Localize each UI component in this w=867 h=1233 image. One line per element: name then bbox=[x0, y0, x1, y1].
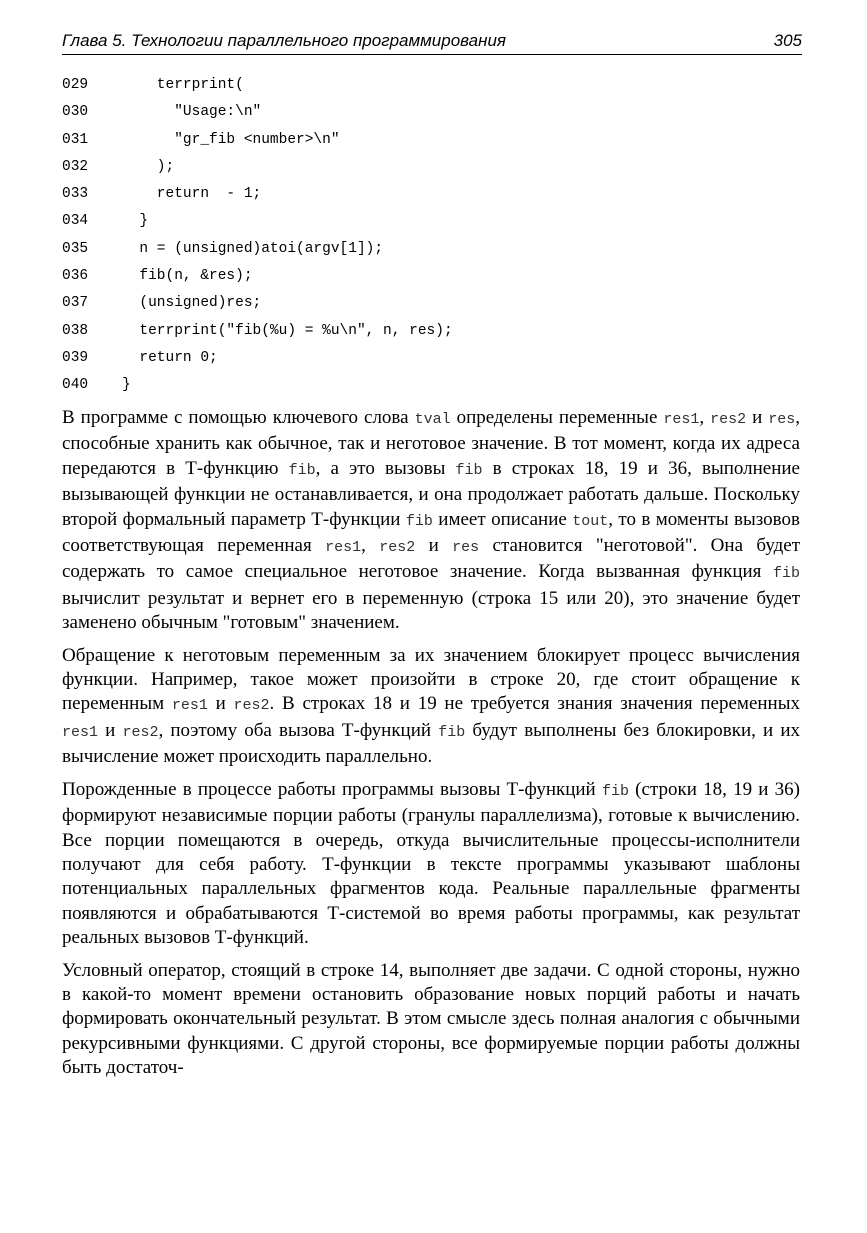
running-header bbox=[62, 30, 802, 55]
text-run: и bbox=[98, 719, 123, 741]
code-text: } bbox=[122, 377, 131, 394]
code-line bbox=[62, 372, 802, 399]
inline-code: fib bbox=[405, 512, 433, 530]
inline-code: res bbox=[768, 411, 796, 428]
inline-code: res1 bbox=[325, 539, 362, 557]
code-text: terrprint( bbox=[122, 77, 244, 93]
code-line bbox=[62, 290, 802, 317]
inline-code: fib bbox=[288, 461, 316, 479]
text-run: Условный оператор, стоящий в строке 14, выполняет две задачи. С одной стороны, нужно в какой-то момент времени остановить образование новых порций работы и начать формировать окончательный результат. В этом смысле здесь полная аналогия с обычными рекурсивными функциями. С другой стороны, все формируемые порции работы должны быть достаточ- bbox=[62, 959, 800, 1079]
text-run: и bbox=[207, 693, 234, 715]
line-number: 034 bbox=[62, 213, 89, 230]
inline-code: tval bbox=[414, 411, 451, 428]
inline-code: fib bbox=[455, 461, 483, 479]
text-run: , поэтому оба вызова Т-функций bbox=[158, 719, 439, 741]
text-run: , то в моменты вызовов соответствующая переменная bbox=[62, 508, 800, 557]
text-run: Обращение к неготовым переменным за их значением блокирует процесс вычисления функции. Например, такое может произойти в строке 20, где стоит обращение к переменным bbox=[62, 644, 800, 715]
code-line bbox=[62, 263, 802, 290]
inline-code: res2 bbox=[710, 411, 747, 428]
code-text: return - 1; bbox=[122, 186, 262, 203]
inline-code: tout bbox=[572, 512, 609, 530]
text-run: , bbox=[699, 407, 711, 428]
line-number: 036 bbox=[62, 268, 89, 285]
code-line bbox=[62, 236, 802, 263]
paragraph bbox=[62, 644, 800, 770]
body-text bbox=[62, 406, 800, 1089]
inline-code: fib bbox=[438, 723, 466, 741]
line-number: 030 bbox=[62, 104, 89, 121]
inline-code: fib bbox=[601, 782, 629, 800]
paragraph bbox=[62, 406, 800, 636]
code-line bbox=[62, 127, 802, 154]
text-run: вычислит результат и вернет его в переменную (строка 15 или 20), это значение будет заменено обычным "готовым" значением. bbox=[62, 587, 800, 634]
code-text: "Usage:\n" bbox=[122, 104, 262, 121]
line-number: 037 bbox=[62, 295, 89, 312]
code-text: (unsigned)res; bbox=[122, 295, 262, 312]
code-line bbox=[62, 154, 802, 181]
paragraph bbox=[62, 778, 800, 951]
chapter-title: Глава 5. Технологии параллельного программирования bbox=[62, 31, 507, 50]
code-text: n = (unsigned)atoi(argv[1]); bbox=[122, 240, 384, 257]
inline-code: fib bbox=[772, 565, 800, 583]
text-run: (строки 18, 19 и 36) формируют независимые порции работы (гранулы параллелизма), готовые к вычислению. Все порции помещаются в очередь, откуда вычислительные процессы-исполнители получают для себя работу. Т-функции в тексте программы указывают шаблоны потенциальных параллельных фрагментов кода. Реальные параллельные фрагменты появляются и обрабатываются Т-системой во время работы программы, как результат реальных вызовов Т-функций. bbox=[62, 778, 800, 949]
code-text: "gr_fib <number>\n" bbox=[122, 131, 340, 148]
line-number: 040 bbox=[62, 377, 89, 394]
code-text: ); bbox=[122, 158, 175, 175]
inline-code: res1 bbox=[171, 697, 208, 715]
text-run: имеет описание bbox=[432, 508, 573, 530]
text-run: В программе с помощью ключевого слова bbox=[62, 407, 415, 428]
inline-code: res2 bbox=[233, 697, 270, 715]
inline-code: res2 bbox=[122, 723, 159, 741]
line-number: 035 bbox=[62, 240, 89, 257]
line-number: 033 bbox=[62, 186, 89, 203]
inline-code: res2 bbox=[379, 539, 416, 557]
line-number: 032 bbox=[62, 158, 89, 175]
paragraph bbox=[62, 959, 800, 1081]
text-run: Порожденные в процессе работы программы вызовы Т-функций bbox=[62, 778, 602, 800]
text-run: и bbox=[746, 407, 769, 428]
code-listing bbox=[62, 72, 802, 400]
code-line bbox=[62, 345, 802, 372]
code-text: } bbox=[122, 213, 149, 230]
line-number: 029 bbox=[62, 77, 89, 93]
text-run: становится "неготовой". Она будет содержать то самое специальное неготовое значение. Когда вызванная функция bbox=[62, 535, 801, 583]
text-run: , а это вызовы bbox=[315, 457, 456, 479]
code-line bbox=[62, 318, 802, 345]
code-text: terrprint("fib(%u) = %u\n", n, res); bbox=[122, 322, 453, 339]
inline-code: res bbox=[452, 539, 480, 557]
code-line bbox=[62, 72, 802, 99]
text-run: будут выполнены без блокировки, и их вычисление может происходить параллельно. bbox=[62, 719, 801, 768]
text-run: определены переменные bbox=[450, 407, 664, 428]
inline-code: res1 bbox=[62, 723, 99, 741]
line-number: 038 bbox=[62, 322, 89, 339]
code-text: return 0; bbox=[122, 349, 218, 366]
line-number: 031 bbox=[62, 131, 89, 148]
text-run: . В строках 18 и 19 не требуется знания значения переменных bbox=[269, 693, 800, 715]
code-line bbox=[62, 99, 802, 126]
text-run: в строках 18, 19 и 36, выполнение вызывающей функции не останавливается, и она продолжает работать дальше. Поскольку второй формальный параметр Т-функции bbox=[62, 457, 800, 530]
page-number: 305 bbox=[773, 31, 802, 50]
text-run: , способные хранить как обычное, так и неготовое значение. В тот момент, когда их адреса передаются в Т-функцию bbox=[62, 407, 801, 479]
inline-code: res1 bbox=[663, 411, 700, 428]
line-number: 039 bbox=[62, 349, 89, 366]
code-line bbox=[62, 181, 802, 208]
code-text: fib(n, &res); bbox=[122, 268, 253, 285]
text-run: , bbox=[361, 535, 380, 557]
code-line bbox=[62, 208, 802, 235]
text-run: и bbox=[415, 535, 453, 557]
